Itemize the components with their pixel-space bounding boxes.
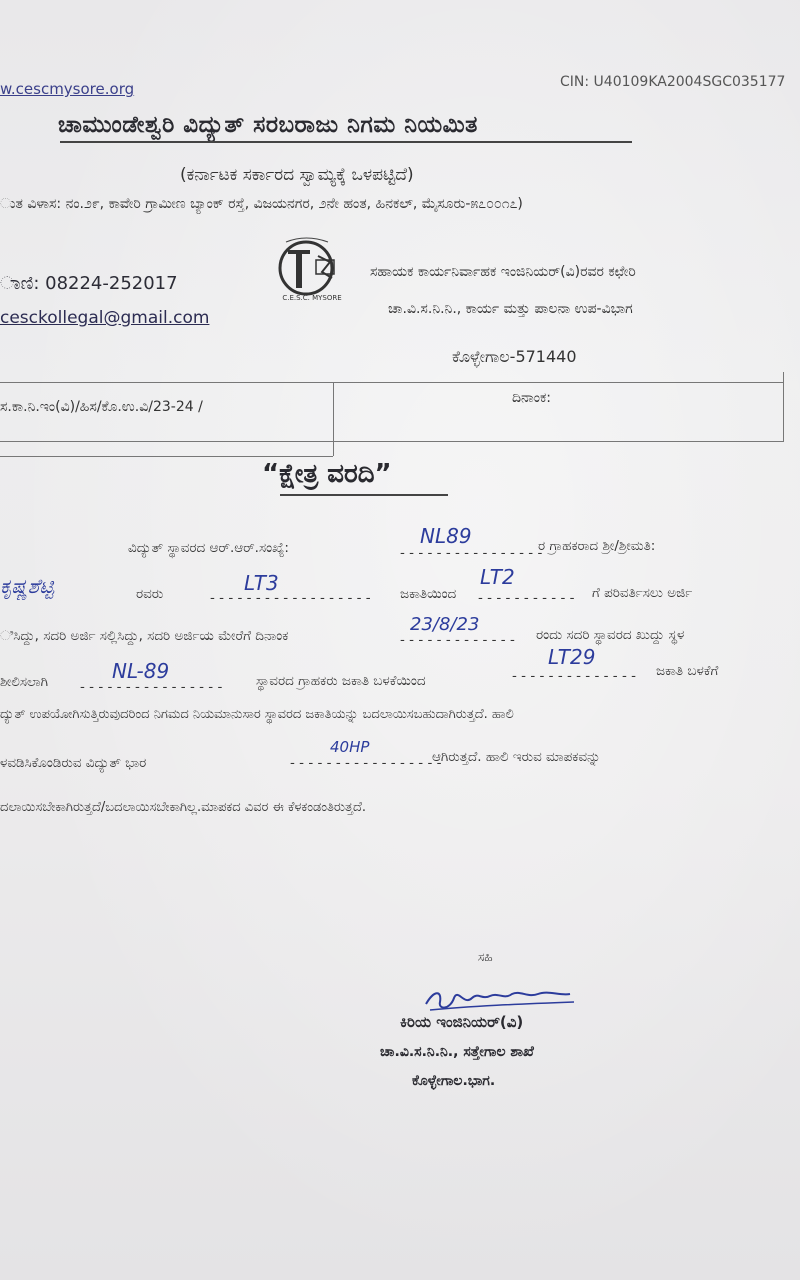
consumer-name-handwritten: ಕೃಷ್ಣಶೆಟ್ಟಿ <box>0 574 55 598</box>
website-link[interactable]: w.cescmysore.org <box>0 80 135 98</box>
body-line-7: ದಲಾಯಿಸಬೇಕಾಗಿರುತ್ತದೆ/ಬದಲಾಯಿಸಬೇಕಾಗಿಲ್ಲ.ಮಾಪಕದ ವಿವರ ಈ ಕೆಳಕಂಡಂತಿರುತ್ತದೆ. <box>0 800 366 815</box>
body-line-4b: ಸ್ಥಾವರದ ಗ್ರಾಹಕರು ಜಕಾತಿ ಬಳಕೆಯಿಂದ <box>256 673 426 689</box>
phone-number: ಾಣಿ: 08224-252017 <box>0 273 178 294</box>
tariff-from-handwritten: LT3 <box>244 571 279 595</box>
fill-dashes: - - - - - - - - - - - <box>478 590 575 606</box>
fill-dashes: - - - - - - - - - - - - - - - - - - <box>210 590 371 606</box>
divider-ref-bottom <box>0 456 333 457</box>
office-line-2: ಚಾ.ವಿ.ಸ.ನಿ.ನಿ., ಕಾರ್ಯ ಮತ್ತು ಪಾಲನಾ ಉಪ-ವಿಭಾಗ <box>388 301 633 317</box>
body-line-4a: ಶೀಲಿಸಲಾಗಿ <box>0 674 48 690</box>
fill-dashes: - - - - - - - - - - - - - <box>400 632 515 648</box>
document-title: “ಕ್ಷೇತ್ರ ವರದಿ” <box>262 459 392 489</box>
body-line-2c: ಗೆ ಪರಿವರ್ತಿಸಲು ಅರ್ಜಿ <box>592 585 693 601</box>
divider-right <box>783 372 784 442</box>
office-line-3: ಕೊಳ್ಳೇಗಾಲ-571440 <box>452 347 577 366</box>
stamp-place: ಕೊಳ್ಳೇಗಾಲ.ಭಾಗ. <box>412 1073 496 1089</box>
office-line-1: ಸಹಾಯಕ ಕಾರ್ಯನಿರ್ವಾಹಕ ಇಂಜಿನಿಯರ್(ವಿ)ರವರ ಕಛೇರಿ <box>370 264 636 280</box>
signature-image <box>420 980 580 1016</box>
inspection-date-handwritten: 23/8/23 <box>410 614 480 635</box>
cesc-logo-icon <box>266 232 358 302</box>
divider-top <box>0 382 783 383</box>
divider-bottom <box>0 441 783 442</box>
body-line-4c: ಜಕಾತಿ ಬಳಕೆಗೆ <box>656 663 719 679</box>
body-line-1b: ರ ಗ್ರಾಹಕರಾದ ಶ್ರೀ/ಶ್ರೀಮತಿ: <box>538 538 656 554</box>
reference-number: ಸ.ಕಾ.ನಿ.ಇಂ(ವಿ)/ಹಿಸ/ಕೊ.ಉ.ವಿ/23-24 / <box>0 399 203 415</box>
body-line-2b: ಜಕಾತಿಯಿಂದ <box>400 586 457 602</box>
email-link[interactable]: cesckollegal@gmail.com <box>0 308 210 328</box>
title-underline <box>280 494 448 496</box>
date-label: ದಿನಾಂಕ: <box>512 390 551 406</box>
stamp-designation: ಕಿರಿಯ ಇಂಜಿನಿಯರ್(ವಿ) <box>400 1013 524 1031</box>
body-line-6a: ಳವಡಿಸಿಕೊಂಡಿರುವ ವಿದ್ಯುತ್ ಭಾರ <box>0 755 147 771</box>
body-line-3a: ಿಸಿದ್ದು, ಸದರಿ ಅರ್ಜಿ ಸಲ್ಲಿಸಿದ್ದು, ಸದರಿ ಅರ್ಜಿಯ ಮೇರೆಗೆ ದಿನಾಂಕ <box>0 628 289 644</box>
stamp-office: ಚಾ.ವಿ.ಸ.ನಿ.ನಿ., ಸತ್ತೇಗಾಲ ಶಾಖೆ <box>380 1044 534 1060</box>
body-line-1a: ವಿದ್ಯುತ್ ಸ್ಥಾವರದ ಆರ್.ಆರ್.ಸಂಖ್ಯೆ: <box>128 540 289 556</box>
organization-name: ಚಾಮುಂಡೇಶ್ವರಿ ವಿದ್ಯುತ್ ಸರಬರಾಜು ನಿಗಮ ನಿಯಮಿತ <box>58 112 478 138</box>
government-note: (ಕರ್ನಾಟಕ ಸರ್ಕಾರದ ಸ್ವಾಮ್ಯಕ್ಕೆ ಒಳಪಟ್ಟಿದೆ) <box>180 165 414 185</box>
body-line-6b: ಆಗಿರುತ್ತದೆ. ಹಾಲಿ ಇರುವ ಮಾಪಕವನ್ನು <box>432 749 601 765</box>
fill-dashes: - - - - - - - - - - - - - - <box>512 668 636 684</box>
fill-dashes: - - - - - - - - - - - - - - - - <box>80 679 223 695</box>
logo-caption: C.E.S.C. MYSORE <box>282 294 342 302</box>
fill-dashes: - - - - - - - - - - - - - - - - - <box>290 755 442 771</box>
body-line-2a: ರವರು <box>136 586 164 602</box>
rr-number-handwritten: NL89 <box>420 524 472 548</box>
signature-label: ಸಹಿ <box>478 950 493 964</box>
body-line-3b: ರಂದು ಸದರಿ ಸ್ಥಾವರದ ಖುದ್ದು ಸ್ಥಳ <box>536 627 685 643</box>
org-underline <box>60 141 632 143</box>
registered-address: ುತ ವಿಳಾಸ: ನಂ.೨೯, ಕಾವೇರಿ ಗ್ರಾಮೀಣ ಬ್ಯಾಂಕ್ ರಸ್ತೆ, ವಿಜಯನಗರ, ೨ನೇ ಹಂತ, ಹಿನಕಲ್, ಮೈಸೂರು-೫೭೦೦೧೭) <box>0 196 523 212</box>
tariff-to-handwritten: LT2 <box>480 565 515 589</box>
current-tariff-handwritten: LT29 <box>548 645 596 669</box>
installation-number-handwritten: NL-89 <box>112 659 170 683</box>
body-line-5: ದ್ಯುತ್ ಉಪಯೋಗಿಸುತ್ತಿರುವುದರಿಂದ ನಿಗಮದ ನಿಯಮಾನುಸಾರ ಸ್ಥಾವರದ ಜಕಾತಿಯನ್ನು ಬದಲಾಯಿಸಬಹುದಾಗಿರುತ್ತದೆ. ಹಾಲಿ <box>0 707 514 722</box>
divider-vertical <box>333 382 334 456</box>
cin-number: CIN: U40109KA2004SGC035177 <box>560 74 786 90</box>
fill-dashes: - - - - - - - - - - - - - - - - <box>400 545 543 561</box>
connected-load-handwritten: 40HP <box>330 738 370 756</box>
